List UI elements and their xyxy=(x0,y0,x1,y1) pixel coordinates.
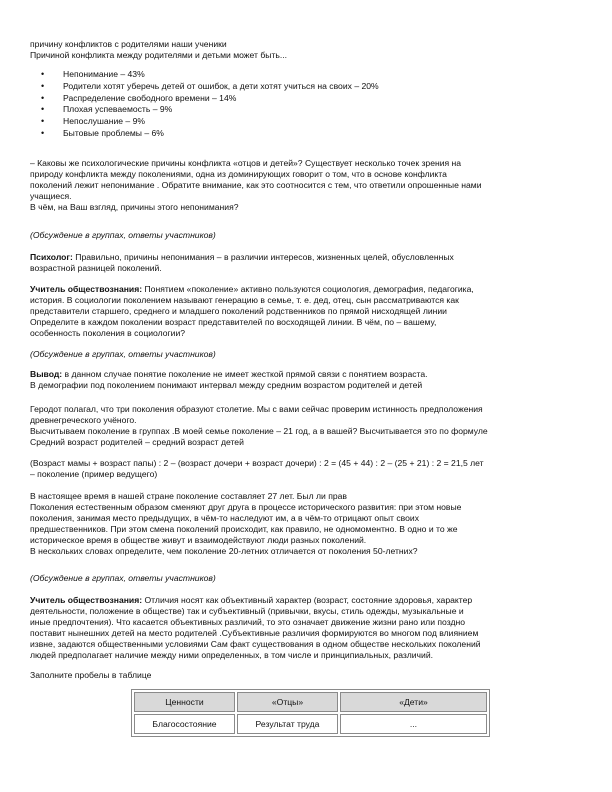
intro-line: причину конфликтов с родителями наши ученики xyxy=(30,39,227,49)
paragraph-line: история. В социологии поколением называют генерацию в семье, т. е. дед, отец, сын рассматриваются как xyxy=(30,295,459,305)
paragraph-line: иные предпочтения). Что касается объективных различий, то это означает движение жизни рано или поздно xyxy=(30,617,466,627)
paragraph-line: поколений лежит непонимание . Обратите внимание, как это соотносится с тем, что ответили опрошенные нами xyxy=(30,180,482,190)
paragraph-line: деятельности, положение в обществе) так и субъективный (привычки, вкусы, стиль одежды, музыкальные и xyxy=(30,606,464,616)
psychologist-paragraph xyxy=(30,252,585,274)
values-table xyxy=(131,689,490,737)
list-item: • Распределение свободного времени – 14% xyxy=(30,93,379,105)
list-item: • Непослушание – 9% xyxy=(30,116,379,128)
list-item: • Непонимание – 43% xyxy=(30,69,379,81)
formula-paragraph xyxy=(30,458,585,480)
paragraph-line: представители старшего, среднего и младшего поколений родственников по прямой нисходящей линии xyxy=(30,306,447,316)
paragraph-text: Понятием «поколение» активно пользуются социология, демография, педагогика, xyxy=(142,284,474,294)
speaker-label: Учитель обществознания: xyxy=(30,284,143,294)
intro-line: Причиной конфликта между родителями и детьми может быть... xyxy=(30,50,288,60)
discussion-note: (Обсуждение в группах, ответы участников) xyxy=(30,230,216,240)
list-item: • Родители хотят уберечь детей от ошибок, а дети хотят учиться на своих – 20% xyxy=(30,81,379,93)
table-header-cell: «Дети» xyxy=(340,692,487,712)
paragraph-line: В демографии под поколением понимают интервал между средним возрастом родителей и детей xyxy=(30,380,423,390)
paragraph-line: Поколения естественным образом сменяют друг друга в процессе исторического развития: при этом новые xyxy=(30,502,462,512)
paragraph-line: Геродот полагал, что три поколения образуют столетие. Мы с вами сейчас проверим истинность предположения xyxy=(30,404,483,414)
table-cell: ... xyxy=(340,714,487,734)
speaker-label: Психолог: xyxy=(30,252,73,262)
table-header-row xyxy=(134,692,487,712)
conclusion-paragraph xyxy=(30,369,585,391)
list-item: • Бытовые проблемы – 6% xyxy=(30,128,379,140)
paragraph-line: – поколение (пример ведущего) xyxy=(30,469,158,479)
paragraph-line: древнегреческого учёного. xyxy=(30,415,137,425)
paragraph-line: особенность поколения в социологии? xyxy=(30,328,186,338)
table-row xyxy=(134,714,487,734)
paragraph-line: Высчитываем поколение в группах .В моей семье поколение – 21 год, а в вашей? Высчитывается это по формуле xyxy=(30,426,488,436)
conclusion-label: Вывод: xyxy=(30,369,63,379)
paragraph-line: природу конфликта между поколениями, одна из доминирующих говорит о том, что в основе конфликта xyxy=(30,169,447,179)
paragraph-line: В настоящее время в нашей стране поколение составляет 27 лет. Был ли прав xyxy=(30,491,347,501)
teacher-paragraph xyxy=(30,284,585,339)
paragraph-line: В нескольких словах определите, чем поколение 20-летних отличается от поколения 50-летних? xyxy=(30,546,418,556)
teacher-paragraph xyxy=(30,595,585,661)
table-cell: Результат труда xyxy=(237,714,338,734)
paragraph-line: возрастной разницей поколений. xyxy=(30,263,162,273)
table-cell: Благосостояние xyxy=(134,714,235,734)
paragraph-line: – Каковы же психологические причины конфликта «отцов и детей»? Существует несколько точек зрения на xyxy=(30,158,462,168)
paragraph-line: предшественников. При этом смена поколений происходит, как правило, не одномоментно. В одно и то же xyxy=(30,524,458,534)
present-paragraph xyxy=(30,491,585,557)
paragraph-text: в данном случае понятие поколение не имеет жесткой прямой связи с понятием возраста. xyxy=(62,369,428,379)
list-item: • Плохая успеваемость – 9% xyxy=(30,104,379,116)
causes-list xyxy=(30,69,379,140)
paragraph-line xyxy=(30,369,585,380)
table-header-cell: Ценности xyxy=(134,692,235,712)
paragraph-line xyxy=(30,252,585,263)
discussion-note: (Обсуждение в группах, ответы участников) xyxy=(30,573,216,583)
table-instruction: Заполните пробелы в таблице xyxy=(30,670,152,680)
paragraph-line: извне, задаются общественными условиями Сам факт существования в одном обществе нескольких поколений xyxy=(30,639,481,649)
paragraph-text: Правильно, причины непонимания – в различии интересов, жизненных целей, обусловленных xyxy=(72,252,454,262)
intro-text xyxy=(30,39,585,61)
table-header-cell: «Отцы» xyxy=(237,692,338,712)
paragraph-line: В чём, на Ваш взгляд, причины этого непонимания? xyxy=(30,202,239,212)
paragraph-line xyxy=(30,284,585,295)
paragraph-line: Средний возраст родителей – средний возраст детей xyxy=(30,437,244,447)
paragraph-line: историческое время в обществе живут и взаимодействуют люди разных поколений. xyxy=(30,535,367,545)
paragraph-line: (Возраст мамы + возраст папы) : 2 – (возраст дочери + возраст дочери) : 2 = (45 + 44) : 2 – (25 + 21) : 2 = 21,5 лет xyxy=(30,458,484,468)
discussion-note: (Обсуждение в группах, ответы участников) xyxy=(30,349,216,359)
herodotus-paragraph xyxy=(30,404,585,448)
paragraph-line: поставит нынешних детей на место родителей .Субъективные различия формируются во многом под влиянием xyxy=(30,628,479,638)
paragraph-text: Отличия носят как объективный характер (возраст, состояние здоровья, характер xyxy=(142,595,473,605)
paragraph-line: Определите в каждом поколении возраст представителей по восходящей линии. В чём, по – вашему, xyxy=(30,317,437,327)
question-paragraph xyxy=(30,158,585,213)
paragraph-line xyxy=(30,595,585,606)
paragraph-line: людей предполагает наличие между ними определенных, в том числе и принципиальных, различий. xyxy=(30,650,434,660)
paragraph-line: поколения, занимая место предыдущих, в чём-то наследуют им, а в чём-то отрицают опыт своих xyxy=(30,513,420,523)
speaker-label: Учитель обществознания: xyxy=(30,595,143,605)
paragraph-line: учащиеся. xyxy=(30,191,72,201)
